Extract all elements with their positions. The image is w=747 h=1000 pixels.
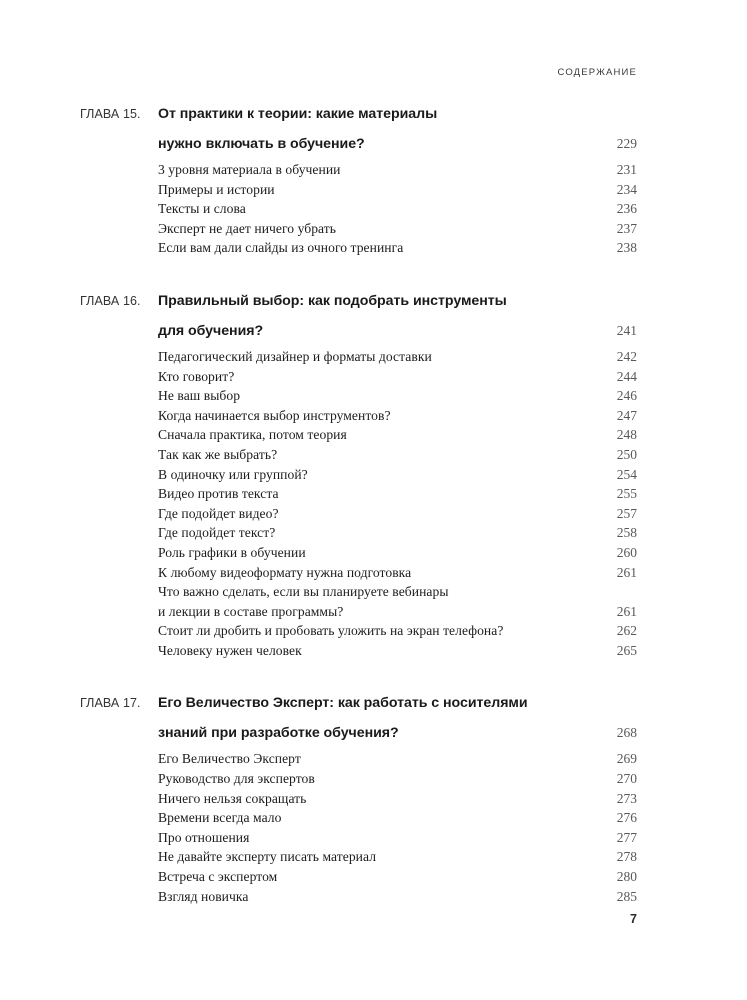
entry-page-number: 254 xyxy=(616,466,637,482)
entry-title: Ничего нельзя сокращать xyxy=(158,790,307,806)
entry-title: Видео против текста xyxy=(158,486,279,502)
toc-entry-row[interactable] xyxy=(80,484,637,504)
chapter-entries xyxy=(80,347,637,661)
entry-title: Что важно сделать, если вы планируете вебинары xyxy=(158,584,449,600)
entry-title: Руководство для экспертов xyxy=(158,771,315,787)
entry-title: В одиночку или группой? xyxy=(158,466,308,482)
chapter-label xyxy=(80,288,158,315)
entry-page-number: 280 xyxy=(616,869,637,885)
toc-entry-row[interactable] xyxy=(80,641,637,661)
entry-title: Его Величество Эксперт xyxy=(158,751,301,767)
chapter-heading-row[interactable] xyxy=(80,288,637,315)
toc-entry-row[interactable] xyxy=(80,199,637,219)
entry-page-number: 236 xyxy=(616,201,637,217)
chapter-label-text: ГЛАВА 17. xyxy=(80,696,141,711)
entry-title: Взгляд новичка xyxy=(158,888,249,904)
toc-entry-row[interactable] xyxy=(80,465,637,485)
chapter-block xyxy=(80,690,637,906)
entry-title: Тексты и слова xyxy=(158,201,246,217)
entry-title: Если вам дали слайды из очного тренинга xyxy=(158,240,404,256)
toc-entry-row[interactable] xyxy=(80,808,637,828)
entry-title: Где подойдет видео? xyxy=(158,505,279,521)
entry-page-number: 276 xyxy=(616,810,637,826)
toc-entry-row[interactable] xyxy=(80,828,637,848)
entry-page-number: 244 xyxy=(616,368,637,384)
toc-entry-row[interactable] xyxy=(80,425,637,445)
chapter-entries xyxy=(80,749,637,906)
entry-title: Примеры и истории xyxy=(158,181,275,197)
running-head: СОДЕРЖАНИЕ xyxy=(557,67,637,78)
toc-entry-row[interactable] xyxy=(80,445,637,465)
chapter-page-number: 229 xyxy=(616,136,637,151)
entry-title: Где подойдет текст? xyxy=(158,525,276,541)
toc-entry-row[interactable] xyxy=(80,347,637,367)
entry-title: К любому видеоформату нужна подготовка xyxy=(158,564,412,580)
toc-entry-row[interactable] xyxy=(80,769,637,789)
entry-page-number: 265 xyxy=(616,642,637,658)
toc-entry-row[interactable] xyxy=(80,504,637,524)
entry-page-number: 285 xyxy=(616,888,637,904)
entry-title: Эксперт не дает ничего убрать xyxy=(158,220,337,236)
chapter-label-text: ГЛАВА 15. xyxy=(80,107,141,121)
chapter-entries xyxy=(80,160,637,258)
toc-entry-row[interactable] xyxy=(80,523,637,543)
chapter-page-number: 268 xyxy=(616,725,637,741)
toc-entry-row[interactable] xyxy=(80,847,637,867)
entry-page-number: 258 xyxy=(616,525,637,541)
toc-entry-row[interactable] xyxy=(80,180,637,200)
entry-title: Про отношения xyxy=(158,829,250,845)
entry-title: Времени всегда мало xyxy=(158,810,282,826)
entry-page-number: 250 xyxy=(616,446,637,462)
chapter-title: для обучения? xyxy=(158,322,264,339)
toc-entry-row[interactable] xyxy=(80,887,637,907)
chapter-block xyxy=(80,101,637,258)
toc-entry-row[interactable] xyxy=(80,867,637,887)
entry-page-number: 246 xyxy=(616,388,637,404)
toc-entry-row[interactable] xyxy=(80,749,637,769)
chapter-label xyxy=(80,101,158,128)
chapter-heading-row[interactable] xyxy=(80,130,637,158)
entry-page-number: 277 xyxy=(616,829,637,845)
entry-page-number: 262 xyxy=(616,623,637,639)
toc-entry-row[interactable] xyxy=(80,582,637,602)
page-folio: 7 xyxy=(630,912,637,926)
entry-page-number: 261 xyxy=(616,603,637,619)
entry-page-number: 242 xyxy=(616,348,637,364)
toc-entry-row[interactable] xyxy=(80,238,637,258)
toc-entry-row[interactable] xyxy=(80,367,637,387)
toc-entry-row[interactable] xyxy=(80,543,637,563)
entry-title: Когда начинается выбор инструментов? xyxy=(158,407,391,423)
entry-title: Не ваш выбор xyxy=(158,388,241,404)
entry-page-number: 238 xyxy=(616,240,637,256)
table-of-contents xyxy=(80,101,637,906)
entry-title: Встреча с экспертом xyxy=(158,869,278,885)
chapter-heading-row[interactable] xyxy=(80,719,637,747)
entry-page-number: 260 xyxy=(616,544,637,560)
entry-title: и лекции в составе программы? xyxy=(158,603,344,619)
entry-title: Не давайте эксперту писать материал xyxy=(158,849,377,865)
toc-entry-row[interactable] xyxy=(80,386,637,406)
toc-entry-row[interactable] xyxy=(80,621,637,641)
chapter-heading-row[interactable] xyxy=(80,101,637,128)
entry-title: Стоит ли дробить и пробовать уложить на экран телефона? xyxy=(158,623,504,639)
entry-title: Сначала практика, потом теория xyxy=(158,427,347,443)
entry-page-number: 278 xyxy=(616,849,637,865)
entry-title: Педагогический дизайнер и форматы доставки xyxy=(158,348,432,364)
entry-title: Человеку нужен человек xyxy=(158,642,302,658)
entry-title: Кто говорит? xyxy=(158,368,235,384)
entry-page-number: 234 xyxy=(616,181,637,197)
entry-page-number: 269 xyxy=(616,751,637,767)
chapter-heading-row[interactable] xyxy=(80,690,637,717)
toc-entry-row[interactable] xyxy=(80,563,637,583)
entry-title: Так как же выбрать? xyxy=(158,446,278,462)
entry-page-number: 231 xyxy=(616,162,637,177)
toc-entry-row[interactable] xyxy=(80,160,637,180)
entry-page-number: 248 xyxy=(616,427,637,443)
chapter-title: нужно включать в обучение? xyxy=(158,136,365,152)
entry-page-number: 237 xyxy=(616,220,637,236)
chapter-title: Правильный выбор: как подобрать инструменты xyxy=(158,292,507,309)
entry-page-number: 257 xyxy=(616,505,637,521)
toc-entry-row[interactable] xyxy=(80,789,637,809)
entry-page-number: 273 xyxy=(616,790,637,806)
chapter-title: знаний при разработке обучения? xyxy=(158,725,399,742)
entry-page-number: 270 xyxy=(616,771,637,787)
chapter-label xyxy=(80,690,158,717)
toc-entry-row[interactable] xyxy=(80,219,637,239)
toc-entry-row[interactable] xyxy=(80,406,637,426)
chapter-heading-row[interactable] xyxy=(80,317,637,345)
chapter-label-text: ГЛАВА 16. xyxy=(80,293,141,308)
chapter-page-number: 241 xyxy=(616,322,637,338)
entry-title: Роль графики в обучении xyxy=(158,544,306,560)
chapter-title: Его Величество Эксперт: как работать с носителями xyxy=(158,695,528,712)
chapter-block xyxy=(80,288,637,661)
entry-title: 3 уровня материала в обучении xyxy=(158,162,341,177)
entry-page-number: 247 xyxy=(616,407,637,423)
toc-entry-row[interactable] xyxy=(80,602,637,622)
entry-page-number: 255 xyxy=(616,486,637,502)
entry-page-number: 261 xyxy=(616,564,637,580)
chapter-title: От практики к теории: какие материалы xyxy=(158,106,438,122)
